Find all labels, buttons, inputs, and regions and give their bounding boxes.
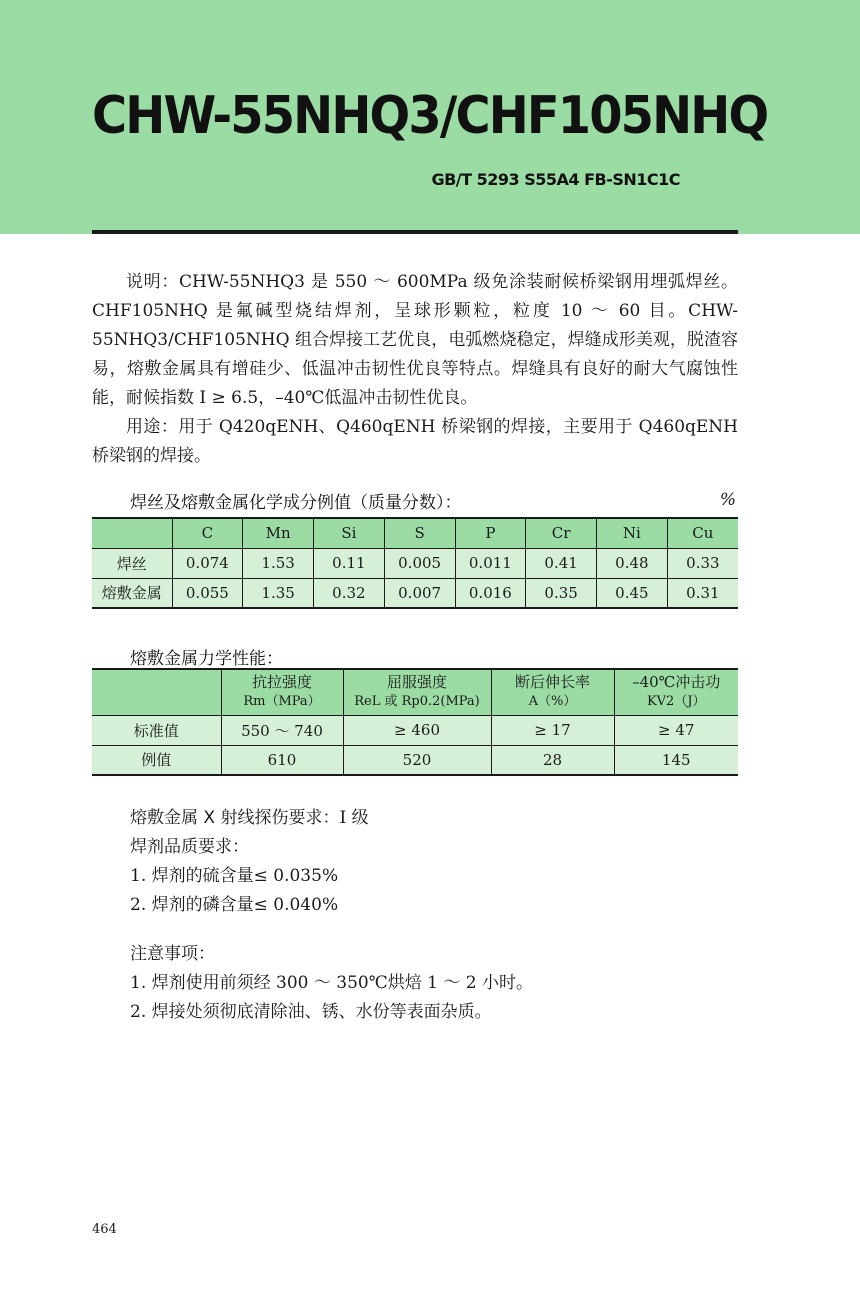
table-header-cell: C xyxy=(172,518,243,548)
table-cell: ≥ 460 xyxy=(343,715,491,745)
table-cell: 550 ～ 740 xyxy=(221,715,343,745)
table-row xyxy=(92,578,738,608)
table-cell: 0.45 xyxy=(597,578,668,608)
cautions-heading: 注意事项： xyxy=(130,944,215,964)
table-cell: 520 xyxy=(343,745,491,775)
table-cell: 0.41 xyxy=(526,548,597,578)
list-item: 2. 焊接处须彻底清除油、锈、水份等表面杂质。 xyxy=(130,1002,492,1022)
table-cell: 0.005 xyxy=(384,548,455,578)
list-item: 2. 焊剂的磷含量≤ 0.040% xyxy=(130,895,339,915)
table-cell: 0.074 xyxy=(172,548,243,578)
table-header-cell xyxy=(221,669,343,715)
table-cell: 0.31 xyxy=(667,578,738,608)
xray-label: 熔敷金属 X 射线探伤要求： xyxy=(130,808,340,828)
table-cell: ≥ 17 xyxy=(491,715,614,745)
table-header-cell xyxy=(614,669,738,715)
table-cell: 145 xyxy=(614,745,738,775)
table-header-cell: Cr xyxy=(526,518,597,548)
mechanical-heading: 熔敷金属力学性能： xyxy=(130,649,283,669)
page-number: 464 xyxy=(92,1222,117,1237)
table-cell: 0.007 xyxy=(384,578,455,608)
table-row xyxy=(92,548,738,578)
table-header-cell: P xyxy=(455,518,526,548)
mechanical-table xyxy=(92,668,738,776)
table-header-cell: Ni xyxy=(597,518,668,548)
description-text: CHW-55NHQ3 是 550 ～ 600MPa 级免涂装耐候桥梁钢用埋弧焊丝。CHF105NHQ 是氟碱型烧结焊剂，呈球形颗粒，粒度 10 ～ 60 目。CHW-55NHQ3/CHF105NHQ 组合焊接工艺优良，电弧燃烧稳定，焊缝成形美观，脱渣容易，熔敷金属具有增硅少、低温冲击韧性优良等特点。焊缝具有良好的耐大气腐蚀性能，耐候指数 I ≥ 6.5，–40℃低温冲击韧性优良。 xyxy=(92,272,739,408)
header-line-2: Rm（MPa） xyxy=(243,694,321,710)
header-line-1: –40℃冲击功 xyxy=(632,673,721,692)
chemical-heading: 焊丝及熔敷金属化学成分例值（质量分数）： xyxy=(130,493,462,513)
description-paragraph xyxy=(92,268,738,413)
caution-notes xyxy=(130,940,533,1027)
header-line-2: KV2（J） xyxy=(646,694,706,710)
table-cell: 0.48 xyxy=(597,548,668,578)
row-label-cell: 焊丝 xyxy=(92,548,172,578)
mechanical-header-row xyxy=(92,669,738,715)
list-item: 1. 焊剂的硫含量≤ 0.035% xyxy=(130,866,339,886)
table-cell: 0.055 xyxy=(172,578,243,608)
table-cell: 0.11 xyxy=(314,548,385,578)
row-label-cell: 熔敷金属 xyxy=(92,578,172,608)
chemical-table xyxy=(92,517,738,609)
table-cell: 0.016 xyxy=(455,578,526,608)
flux-quality-heading: 焊剂品质要求： xyxy=(130,837,249,857)
table-row xyxy=(92,715,738,745)
table-header-cell: S xyxy=(384,518,455,548)
list-item: 1. 焊剂使用前须经 300 ～ 350℃烘焙 1 ～ 2 小时。 xyxy=(130,973,533,993)
xray-requirement xyxy=(130,804,369,833)
usage-text: 用于 Q420qENH、Q460qENH 桥梁钢的焊接，主要用于 Q460qENH 桥梁钢的焊接。 xyxy=(92,417,739,466)
table-header-cell: Si xyxy=(314,518,385,548)
header-line-2: ReL 或 Rp0.2(MPa) xyxy=(354,694,480,710)
chemical-unit: % xyxy=(719,490,736,510)
table-header-cell xyxy=(92,518,172,548)
table-header-cell xyxy=(343,669,491,715)
row-label-cell: 标准值 xyxy=(92,715,221,745)
table-header-cell: Cu xyxy=(667,518,738,548)
header-rule xyxy=(92,230,738,234)
table-cell: 610 xyxy=(221,745,343,775)
table-cell: 28 xyxy=(491,745,614,775)
table-cell: 1.35 xyxy=(243,578,314,608)
table-cell: 0.35 xyxy=(526,578,597,608)
description-block xyxy=(92,268,738,471)
standard-code: GB/T 5293 S55A4 FB-SN1C1C xyxy=(431,170,680,189)
table-header-cell: Mn xyxy=(243,518,314,548)
chemical-header-row xyxy=(92,518,738,548)
table-row xyxy=(92,745,738,775)
table-cell: 0.33 xyxy=(667,548,738,578)
description-label: 说明： xyxy=(126,272,179,292)
header-line-1: 屈服强度 xyxy=(386,673,447,692)
table-cell: 0.32 xyxy=(314,578,385,608)
usage-paragraph xyxy=(92,413,738,471)
table-cell: 1.53 xyxy=(243,548,314,578)
header-line-2: A（%） xyxy=(528,694,577,710)
header-line-1: 断后伸长率 xyxy=(514,673,590,692)
table-cell: 0.011 xyxy=(455,548,526,578)
row-label-cell: 例值 xyxy=(92,745,221,775)
quality-notes xyxy=(130,804,369,920)
xray-value: I 级 xyxy=(339,808,369,828)
table-header-cell xyxy=(92,669,221,715)
usage-label: 用途： xyxy=(126,417,179,437)
product-title: CHW-55NHQ3/CHF105NHQ xyxy=(92,86,768,146)
table-cell: ≥ 47 xyxy=(614,715,738,745)
header-line-1: 抗拉强度 xyxy=(251,673,312,692)
table-header-cell xyxy=(491,669,614,715)
